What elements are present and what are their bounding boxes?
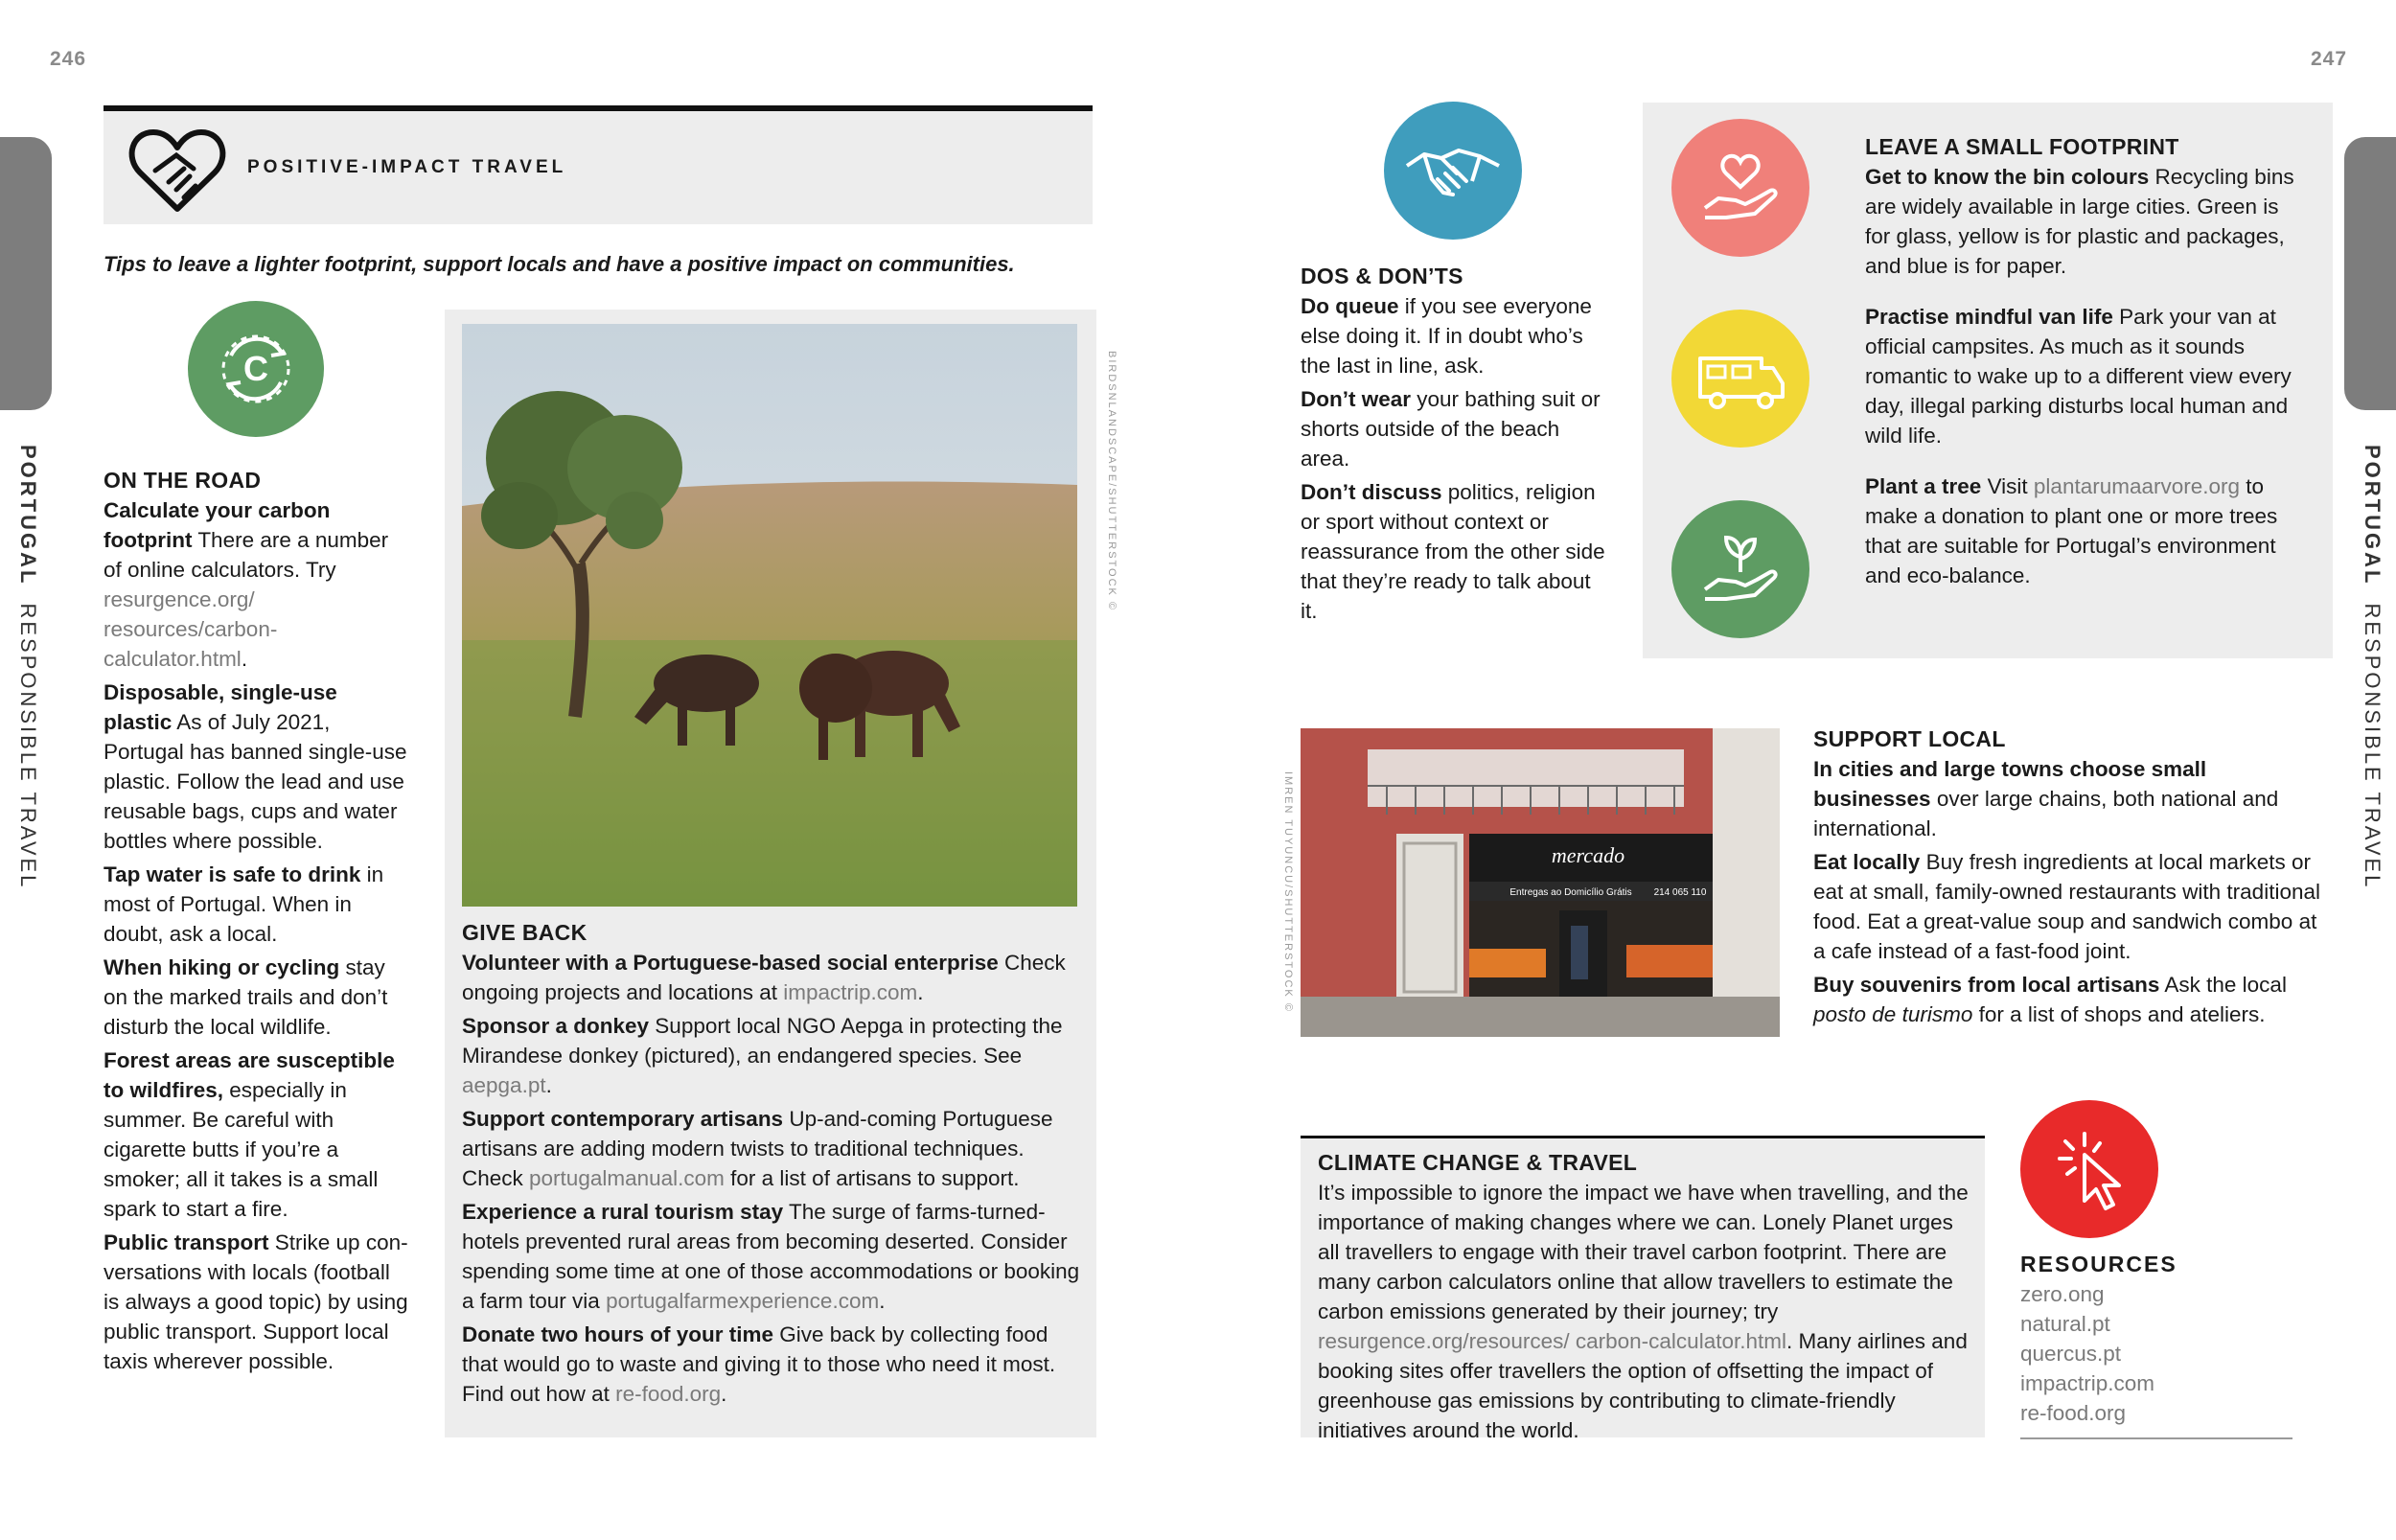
list-item [104,860,410,949]
item-title: Volunteer with a Portuguese-based social enterprise [462,951,999,975]
item-after: . [241,647,248,671]
item-title: When hiking or cycling [104,955,340,979]
item-text: Support local NGO Aepga in protecting the Mirandese donkey (pictured), an endangered species. See [462,1014,1063,1068]
side-label-country: PORTUGAL [2361,445,2384,586]
right-page-number: 247 [2311,48,2348,70]
item-link[interactable]: impactrip.com [783,980,918,1004]
item-title: Support contemporary artisans [462,1107,784,1131]
handshake-icon [1384,102,1522,240]
item-title: Get to know the bin colours [1865,165,2150,189]
list-item [1301,291,1612,380]
item-text: over large chains, both national and international. [1813,787,2279,840]
item-text: in most of Portugal. When in doubt, ask a local. [104,862,384,946]
item-link[interactable]: portugalmanual.com [529,1166,725,1190]
item-text: if you see everyone else doing it. If in doubt who’s the last in line, ask. [1301,294,1592,378]
item-text: Give back by collecting food that would go to waste and giving it to those who need it most. Find out how at [462,1322,1056,1406]
chapter-tab-left [0,137,52,410]
carbon-cycle-icon [188,301,324,437]
item-after: to make a donation to plant one or more trees that are suitable for Portugal’s environment and eco-balance. [1865,474,2278,587]
shop-sign-text: mercado [1551,843,1625,867]
heart-handshake-icon [127,126,228,215]
list-item [462,1320,1080,1409]
item-title: Do queue [1301,294,1399,318]
list-item [1301,384,1612,473]
resource-link[interactable]: natural.pt [2020,1312,2110,1336]
resources-rule [2020,1437,2292,1439]
item-after: . [721,1382,727,1406]
list-item [104,495,410,674]
list-item [1813,754,2321,843]
item-text: Park your van at official campsites. As much as it sounds romantic to wake up to a different view every day, illegal parking disturbs local human and wild life. [1865,305,2292,448]
item-text: stay on the marked trails and don’t disturb the local wildlife. [104,955,388,1039]
side-label-section: RESPONSIBLE TRAVEL [2361,603,2384,890]
item-text: especially in summer. Be careful with cigarette butts if you’re a smoker; all it takes is a small spark to start a fire. [104,1078,379,1221]
on-the-road-section [104,466,410,1380]
list-item [1813,970,2321,1029]
climate-heading: CLIMATE CHANGE & TRAVEL [1318,1150,1638,1175]
small-footprint-section [1865,132,2306,611]
give-back-list [462,948,1080,1409]
list-item [462,1197,1080,1316]
list-item [104,1228,410,1376]
small-footprint-list [1865,162,2306,590]
item-text: your bathing suit or shorts outside of the beach area. [1301,387,1601,471]
item-after: . [917,980,924,1004]
climate-text-before: It’s impossible to ignore the impact we have when travelling, and the importance of making changes where we can. Lonely Planet urges all travellers to engage with their travel carbon footprint. There are many carbon calculators online that allow travellers to estimate the carbon emissions generated by their journey; try [1318,1181,1969,1323]
item-title: Eat locally [1813,850,1921,874]
item-text: politics, religion or sport without context or reassurance from the other side that they’re ready to talk about it. [1301,480,1605,623]
item-title: Public transport [104,1230,269,1254]
item-title: Forest areas are susceptible to wildfires, [104,1048,395,1102]
list-item [104,953,410,1042]
item-link[interactable]: re-food.org [615,1382,722,1406]
resources-heading: RESOURCES [2020,1252,2177,1276]
side-label-country: PORTUGAL [16,445,40,586]
support-local-list [1813,754,2321,1029]
shop-banner-text: Entregas ao Domicílio Grátis [1509,887,1632,898]
climate-section [1318,1148,1979,1449]
resource-link[interactable]: quercus.pt [2020,1342,2122,1366]
item-title: Don’t wear [1301,387,1412,411]
support-local-section [1813,724,2321,1033]
item-after: for a list of shops and ateliers. [1972,1002,2266,1026]
list-item [1865,471,2306,590]
plant-hand-icon [1671,500,1809,638]
side-label-right [2356,445,2384,890]
item-text: Check ongoing projects and locations at [462,951,1066,1004]
item-title: Tap water is safe to drink [104,862,361,886]
item-text: Ask the local [2159,973,2287,997]
on-the-road-heading: ON THE ROAD [104,468,262,493]
campervan-icon [1671,310,1809,448]
item-text: Recycling bins are widely available in large cities. Green is for glass, yellow is for plastic and packages, and blue is for paper. [1865,165,2294,278]
section-banner [104,105,1093,224]
banner-title: POSITIVE-IMPACT TRAVEL [247,157,567,177]
item-text: Buy fresh ingredients at local markets or eat at small, family-owned restaurants with traditional food. Eat a great-value soup and sandwich combo at a cafe instead of a fast-food joint. [1813,850,2320,963]
shop-photo [1301,728,1780,1037]
item-title: Experience a rural tourism stay [462,1200,784,1224]
item-title: Plant a tree [1865,474,1982,498]
item-after: . [879,1289,886,1313]
give-back-heading: GIVE BACK [462,920,587,945]
resource-link[interactable]: impactrip.com [2020,1371,2155,1395]
resource-link[interactable]: zero.ong [2020,1282,2105,1306]
list-item [104,1046,410,1224]
item-link[interactable]: aepga.pt [462,1073,546,1097]
left-page-number: 246 [50,48,87,70]
intro-text: Tips to leave a lighter footprint, support locals and have a positive impact on communities. [104,252,1015,276]
item-title: Buy souvenirs from local artisans [1813,973,2160,997]
item-text: As of July 2021, Portugal has banned single-use plastic. Follow the lead and use reusable bags, cups and water bottles where possible. [104,710,407,853]
resource-link[interactable]: re-food.org [2020,1401,2127,1425]
on-the-road-list [104,495,410,1376]
heart-hand-icon [1671,119,1809,257]
item-title: Disposable, single-use plastic [104,680,337,734]
list-item [1813,847,2321,966]
chapter-tab-right [2344,137,2396,410]
list-item [462,1104,1080,1193]
side-label-section: RESPONSIBLE TRAVEL [16,603,40,890]
item-title: Don’t discuss [1301,480,1442,504]
item-text: The surge of farms-turned-hotels prevented rural areas from becoming deserted. Consider spending some time at one of those accommodations or booking a farm tour via [462,1200,1080,1313]
shop-phone-text: 214 065 110 [1653,887,1707,898]
item-text: Visit [1981,474,2034,498]
item-text: There are a number of online calculators. Try [104,528,389,582]
resources-list [2020,1279,2298,1428]
item-text: Up-and-coming Portuguese artisans are adding modern twists to traditional techniques. Check [462,1107,1053,1190]
item-link[interactable]: resurgence.org/ resources/carbon-calculator.html [104,587,278,671]
item-title: Practise mindful van life [1865,305,2113,329]
climate-text-after: . Many airlines and booking sites offer travellers the option of offsetting the impact of greenhouse gas emissions by contributing to climate-friendly initiatives around the world. [1318,1329,1968,1442]
item-text: Strike up con-versations with locals (football is always a good topic) by using public transport. Support local taxis wherever possible. [104,1230,408,1373]
side-label-left [12,445,40,890]
list-item [1865,162,2306,281]
resources-section [2020,1250,2298,1428]
list-item [1301,477,1612,626]
item-title: Sponsor a donkey [462,1014,650,1038]
list-item [1865,302,2306,450]
give-back-section [462,918,1080,1413]
climate-link[interactable]: resurgence.org/resources/ carbon-calculator.html [1318,1329,1786,1353]
small-footprint-heading: LEAVE A SMALL FOOTPRINT [1865,134,2179,159]
item-title: Donate two hours of your time [462,1322,774,1346]
donkeys-photo [462,324,1077,907]
svg-text:C: C [243,349,268,388]
support-local-heading: SUPPORT LOCAL [1813,726,2006,751]
dos-donts-section [1301,262,1612,630]
item-after: . [545,1073,552,1097]
item-title: In cities and large towns choose small businesses [1813,757,2207,811]
photo-credit-shop: IMREN TUYUNCU/SHUTTERSTOCK © [1282,771,1294,1013]
cursor-click-icon [2020,1100,2158,1238]
item-after: for a list of artisans to support. [724,1166,1020,1190]
list-item [462,948,1080,1007]
list-item [462,1011,1080,1100]
list-item [104,678,410,856]
dos-donts-list [1301,291,1612,626]
item-italic: posto de turismo [1813,1002,1973,1026]
item-title: Calculate your carbon footprint [104,498,331,552]
dos-donts-heading: DOS & DON’TS [1301,264,1463,288]
item-link[interactable]: portugalfarmexperience.com [606,1289,880,1313]
photo-credit-donkeys: BIRDSNLANDSCAPE/SHUTTERSTOCK © [1106,351,1117,612]
item-link[interactable]: plantarumaarvore.org [2033,474,2241,498]
